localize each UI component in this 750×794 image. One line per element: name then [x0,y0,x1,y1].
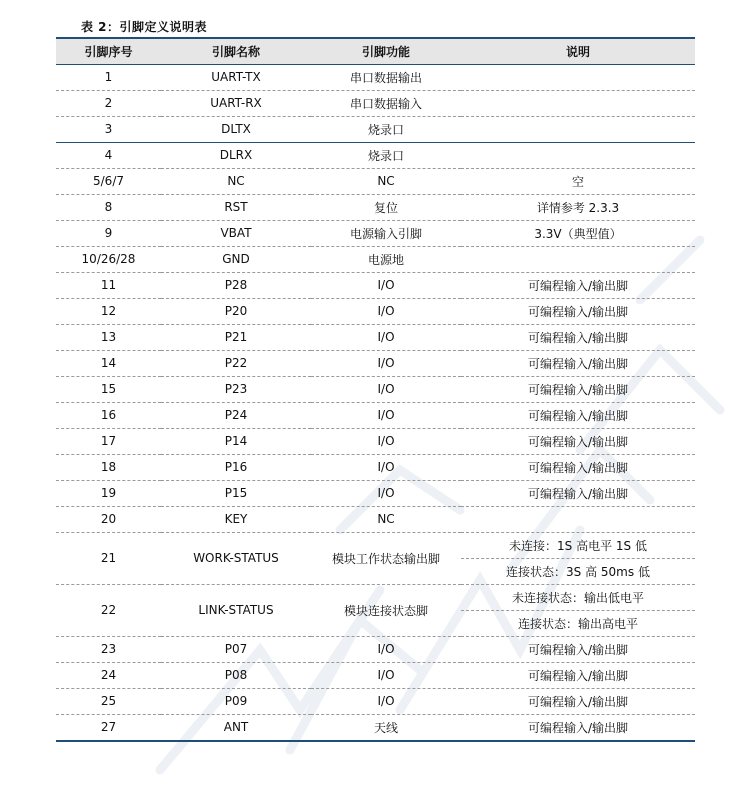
pin-function-cell: NC [311,168,461,194]
table-row [56,90,695,116]
pin-name-cell: P22 [161,350,311,376]
description-cell: 可编程输入/输出脚 [461,480,695,506]
pin-no-cell: 10/26/28 [56,246,161,272]
pin-no-cell: 15 [56,376,161,402]
description-cell: 可编程输入/输出脚 [461,454,695,480]
pin-no-cell: 2 [56,90,161,116]
pin-function-cell: I/O [311,298,461,324]
description-cell [461,246,695,272]
table-row [56,64,695,90]
header-description: 说明 [461,38,695,64]
pin-name-cell: KEY [161,506,311,532]
table-row [56,220,695,246]
table-row [56,584,695,610]
description-cell [461,90,695,116]
table-row [56,246,695,272]
description-cell [461,506,695,532]
description-cell [461,142,695,168]
pin-no-cell: 11 [56,272,161,298]
pin-name-cell: NC [161,168,311,194]
pin-function-cell: 模块工作状态输出脚 [311,532,461,584]
description-cell: 详情参考 2.3.3 [461,194,695,220]
pin-definition-table [56,37,695,742]
pin-no-cell: 19 [56,480,161,506]
description-cell [461,64,695,90]
table-row [56,662,695,688]
pin-no-cell: 22 [56,584,161,636]
pin-function-cell: I/O [311,350,461,376]
table-header-row [56,38,695,64]
pin-name-cell: P20 [161,298,311,324]
pin-table-wrapper [56,37,695,742]
table-row [56,298,695,324]
table-row [56,324,695,350]
table-row [56,428,695,454]
table-row [56,480,695,506]
pin-name-cell: DLRX [161,142,311,168]
table-row [56,454,695,480]
pin-name-cell: P28 [161,272,311,298]
pin-no-cell: 21 [56,532,161,584]
pin-function-cell: 电源地 [311,246,461,272]
pin-name-cell: P15 [161,480,311,506]
pin-function-cell: I/O [311,272,461,298]
table-row [56,688,695,714]
description-cell: 可编程输入/输出脚 [461,376,695,402]
table-row [56,168,695,194]
table-row [56,532,695,558]
header-pin-function: 引脚功能 [311,38,461,64]
pin-function-cell: NC [311,506,461,532]
pin-no-cell: 27 [56,714,161,741]
description-cell: 可编程输入/输出脚 [461,298,695,324]
pin-no-cell: 9 [56,220,161,246]
header-pin-no: 引脚序号 [56,38,161,64]
pin-name-cell: VBAT [161,220,311,246]
description-cell: 空 [461,168,695,194]
pin-no-cell: 17 [56,428,161,454]
description-cell: 可编程输入/输出脚 [461,662,695,688]
pin-function-cell: I/O [311,324,461,350]
table-row [56,194,695,220]
description-cell [461,116,695,142]
pin-function-cell: I/O [311,688,461,714]
pin-name-cell: DLTX [161,116,311,142]
pin-name-cell: P14 [161,428,311,454]
pin-no-cell: 8 [56,194,161,220]
table-row [56,402,695,428]
description-cell: 可编程输入/输出脚 [461,402,695,428]
pin-function-cell: 模块连接状态脚 [311,584,461,636]
pin-function-cell: I/O [311,454,461,480]
pin-function-cell: 串口数据输出 [311,64,461,90]
pin-function-cell: I/O [311,636,461,662]
description-cell: 未连接状态：输出低电平 [461,584,695,610]
pin-no-cell: 23 [56,636,161,662]
pin-no-cell: 20 [56,506,161,532]
table-row [56,272,695,298]
pin-function-cell: I/O [311,376,461,402]
table-row [56,714,695,741]
pin-no-cell: 4 [56,142,161,168]
pin-function-cell: 烧录口 [311,142,461,168]
description-cell: 可编程输入/输出脚 [461,428,695,454]
table-row [56,506,695,532]
pin-no-cell: 5/6/7 [56,168,161,194]
description-cell: 未连接：1S 高电平 1S 低 [461,532,695,558]
pin-function-cell: I/O [311,480,461,506]
description-cell: 可编程输入/输出脚 [461,272,695,298]
table-row [56,350,695,376]
pin-name-cell: GND [161,246,311,272]
pin-name-cell: RST [161,194,311,220]
description-cell: 3.3V（典型值） [461,220,695,246]
table-body [56,64,695,741]
table-row [56,636,695,662]
description-cell: 连接状态：输出高电平 [461,610,695,636]
pin-name-cell: UART-RX [161,90,311,116]
pin-function-cell: 天线 [311,714,461,741]
pin-function-cell: 电源输入引脚 [311,220,461,246]
pin-name-cell: P07 [161,636,311,662]
pin-no-cell: 1 [56,64,161,90]
pin-no-cell: 12 [56,298,161,324]
table-caption: 表 2：引脚定义说明表 [81,20,208,34]
pin-name-cell: LINK-STATUS [161,584,311,636]
description-cell: 可编程输入/输出脚 [461,688,695,714]
pin-name-cell: P24 [161,402,311,428]
pin-no-cell: 14 [56,350,161,376]
pin-no-cell: 3 [56,116,161,142]
pin-function-cell: 烧录口 [311,116,461,142]
pin-name-cell: P09 [161,688,311,714]
pin-no-cell: 24 [56,662,161,688]
description-cell: 可编程输入/输出脚 [461,636,695,662]
pin-name-cell: ANT [161,714,311,741]
pin-name-cell: P16 [161,454,311,480]
pin-function-cell: I/O [311,428,461,454]
pin-name-cell: WORK-STATUS [161,532,311,584]
table-row [56,376,695,402]
pin-function-cell: I/O [311,402,461,428]
pin-no-cell: 13 [56,324,161,350]
pin-name-cell: P21 [161,324,311,350]
description-cell: 可编程输入/输出脚 [461,714,695,741]
description-cell: 可编程输入/输出脚 [461,350,695,376]
pin-no-cell: 18 [56,454,161,480]
pin-function-cell: 串口数据输入 [311,90,461,116]
header-pin-name: 引脚名称 [161,38,311,64]
pin-no-cell: 16 [56,402,161,428]
pin-function-cell: 复位 [311,194,461,220]
pin-name-cell: P08 [161,662,311,688]
description-cell: 连接状态：3S 高 50ms 低 [461,558,695,584]
pin-function-cell: I/O [311,662,461,688]
table-row [56,116,695,142]
description-cell: 可编程输入/输出脚 [461,324,695,350]
pin-name-cell: UART-TX [161,64,311,90]
pin-name-cell: P23 [161,376,311,402]
table-row [56,142,695,168]
pin-no-cell: 25 [56,688,161,714]
